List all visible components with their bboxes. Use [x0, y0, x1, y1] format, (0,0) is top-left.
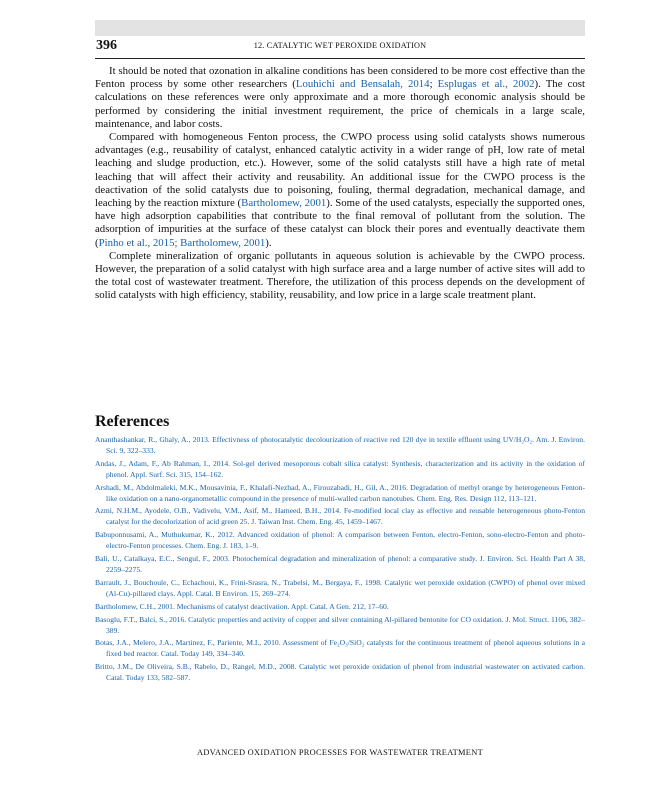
book-footer: ADVANCED OXIDATION PROCESSES FOR WASTEWATER TREATMENT — [196, 748, 483, 757]
reference-item[interactable]: Andas, J., Adam, F., Ab Rahman, I., 2014. Sol-gel derived mesoporous cobalt silica catalyst: Synthesis, characterization and its activity in the oxidation of phenol. Appl. Surf. Sci. 315, 154–162. — [95, 458, 585, 479]
main-text — [95, 65, 585, 303]
references-heading: References — [95, 413, 170, 430]
reference-item[interactable]: Azmi, N.H.M., Ayodele, O.B., Vadivelu, V.M., Asif, M., Hameed, B.H., 2014. Fe-modified local clay as effective and reusable heterogeneous photo-Fenton catalyst for the decolorization of acid green 25. J. Taiwan Inst. Chem. Eng. 45, 1459–1467. — [95, 506, 585, 527]
reference-item[interactable]: Bartholomew, C.H., 2001. Mechanisms of catalyst deactivation. Appl. Catal. A Gen. 212, 17–60. — [95, 601, 389, 611]
reference-item[interactable]: Botas, J.A., Melero, J.A., Martinez, F., Pariente, M.I., 2010. Assessment of Fe₂O₃/SiO₂ catalysts for the continuous treatment of phenol aqueous solutions in a fixed bed reactor. Catal. Today 149, 334–340. — [95, 638, 585, 659]
reference-item[interactable]: Babuponnusami, A., Muthukumar, K., 2012. Advanced oxidation of phenol: A comparison between Fenton, electro-Fenton, sono-electro-Fenton and photo-electro-Fenton processes. Chem. Eng. J. 183, 1–9. — [95, 530, 585, 551]
reference-item[interactable]: Britto, J.M., De Oliveira, S.B., Rabelo, D., Rangel, M.D., 2008. Catalytic wet peroxide oxidation of phenol from industrial wastewater on activated carbon. Catal. Today 133, 582–587. — [95, 662, 585, 683]
reference-item[interactable]: Bali, U., Catalkaya, E.C., Sengul, F., 2003. Photochemical degradation and mineralization of phenol: a comparative study. J. Environ. Sci. Health Part A 38, 2259–2275. — [95, 554, 585, 574]
paragraph-3: Complete mineralization of organic pollutants in aqueous solution is achievable by the CWPO process. However, the preparation of a solid catalyst with high surface area and a large number of active sites will add to the total cost of wastewater treatment. Therefore, the utilization of this process depends on the development of solid catalysts with high efficiency, stability, reusability, and low price in a large scale treatment plant. — [95, 249, 585, 302]
reference-item[interactable]: Ananthashankar, R., Ghaly, A., 2013. Effectivness of photocatalytic decolourization of reactive red 120 dye in textile effluent using UV/H₂O₂. Am. J. Environ. Sci. 9, 322–333. — [95, 435, 585, 455]
reference-item[interactable]: Arshadi, M., Abdolmaleki, M.K., Mousavinia, F., Khalafi-Nezhad, A., Firouzabadi, H., Gil, A., 2016. Degradation of methyl orange by heterogeneous Fenton-like oxidation on a nano-organometallic compound in the presence of multi-walled carbon nanotubes. Chem. Eng. Res. Design 112, 113–121. — [95, 482, 585, 503]
paragraph-1 — [95, 65, 585, 131]
citation-link[interactable]: Pinho et al., 2015; Bartholomew, 2001 — [98, 236, 266, 249]
citation-link[interactable]: Esplugas et al., 2002 — [437, 78, 535, 91]
top-shade-bar — [95, 20, 585, 36]
page-number: 396 — [96, 38, 117, 53]
paragraph-2 — [95, 131, 585, 250]
running-title: 12. CATALYTIC WET PEROXIDE OXIDATION — [253, 41, 427, 50]
reference-item[interactable]: Basoglu, F.T., Balci, S., 2016. Catalytic properties and activity of copper and silver containing Al-pillared bentonite for CO oxidation. J. Mol. Struct. 1106, 382–389. — [95, 614, 585, 635]
text-run: Compared with homogeneous Fenton process, the CWPO process using solid catalysts shows numerous advantages (e.g., reusability of catalyst, enhanced catalytic activity in a wider range of pH, low rate of metal leaching and sludge production, etc.). However, some of the solid catalysts still have a high rate of metal leaching that will affect their activity and reusability. An additional issue for the CWPO process is the deactivation of the solid catalysts due to poisoning, fouling, thermal degradation, mechanical damage, and leaching by the reaction mixture ( — [95, 131, 585, 210]
citation-link[interactable]: Louhichi and Bensalah, 2014 — [295, 78, 430, 91]
text-run: ). — [265, 236, 272, 249]
text-run: ). Some of the used catalysts, especially the supported ones, have high adsorption capabilities that contribute to the final removal of pollutant from the solution. The adsorption of impurities at the surface of these catalyst can block their pores and eventually deactivate them ( — [95, 197, 585, 249]
text-run: ; — [429, 78, 438, 91]
citation-link[interactable]: Bartholomew, 2001 — [241, 197, 327, 210]
text-run: It should be noted that ozonation in alkaline conditions has been considered to be more cost effective than the Fenton process by some other researchers ( — [95, 65, 585, 91]
running-header — [95, 38, 585, 59]
text-run: ). The cost calculations on these references were only approximate and a more thorough economic analysis should be performed by considering the initial investment requirement, the price of chemicals in a large scale, maintenance, and labor costs. — [95, 78, 585, 130]
reference-list — [95, 435, 585, 686]
reference-item[interactable]: Barrault, J., Bouchoule, C., Echachoui, K., Frini-Srasra, N., Trabelsi, M., Bergaya, F., 1998. Catalytic wet peroxide oxidation (CWPO) of phenol over mixed (Al-Cu)-pillared clays. Appl. Catal. B Environ. 15, 269–274. — [95, 577, 585, 598]
